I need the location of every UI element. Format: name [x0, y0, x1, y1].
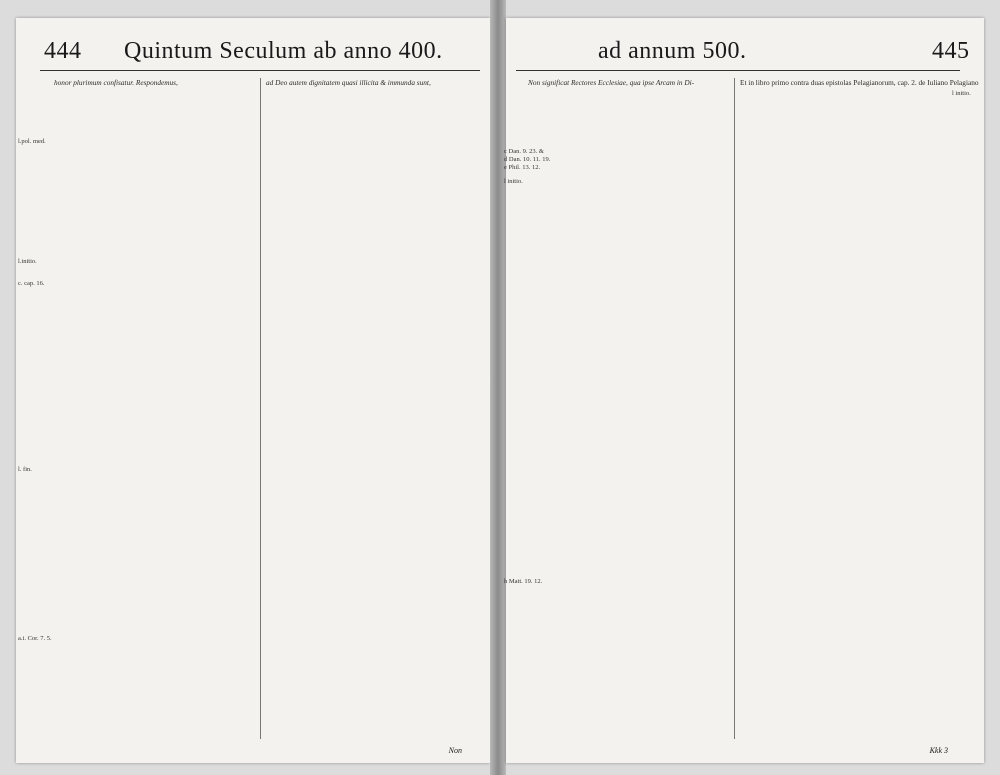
margin-note: c. cap. 16.: [18, 280, 45, 287]
text-line: Et in libro primo contra duas epistolas Pelagianorum, cap. 2. de Iuliano Pelagiano: [740, 78, 979, 87]
catchword: Non: [448, 746, 462, 755]
book-gutter: [490, 0, 506, 775]
left-running-title: Quintum Seculum ab anno 400.: [124, 38, 443, 64]
margin-note: a.i. Cor. 7. 5.: [18, 635, 52, 642]
right-column-1: [528, 78, 728, 739]
text-line: Non significat Rectores Ecclesiae, qua ipse Arcam in Di-: [528, 78, 695, 87]
text-line: honor plurimum confisatur. Respondemus,: [54, 78, 178, 87]
margin-note: c Dan. 9. 23. &: [504, 148, 544, 155]
column-divider: [734, 78, 735, 739]
margin-note: l initio.: [504, 178, 523, 185]
margin-note: l.pol. med.: [18, 138, 46, 145]
left-column-1: [54, 78, 254, 739]
column-divider: [260, 78, 261, 739]
header-rule: [516, 70, 960, 71]
right-page: [506, 18, 984, 763]
left-page-number: 444: [44, 38, 82, 64]
margin-note: l initio.: [952, 90, 971, 97]
margin-note: e Phil. 13. 12.: [504, 164, 541, 171]
margin-note: h Matt. 19. 12.: [504, 578, 543, 585]
left-column-2: [266, 78, 470, 739]
margin-note: l.initio.: [18, 258, 37, 265]
margin-note: d Dan. 10. 11. 19.: [504, 156, 551, 163]
signature-mark: Kkk 3: [929, 746, 948, 755]
right-page-number: 445: [932, 38, 970, 64]
header-rule: [40, 70, 480, 71]
left-page: [16, 18, 490, 763]
right-running-title: ad annum 500.: [598, 38, 747, 64]
margin-note: l. fin.: [18, 466, 32, 473]
text-line: ad Deo autem dignitatem quasi illicita & immunda sunt,: [266, 78, 431, 87]
